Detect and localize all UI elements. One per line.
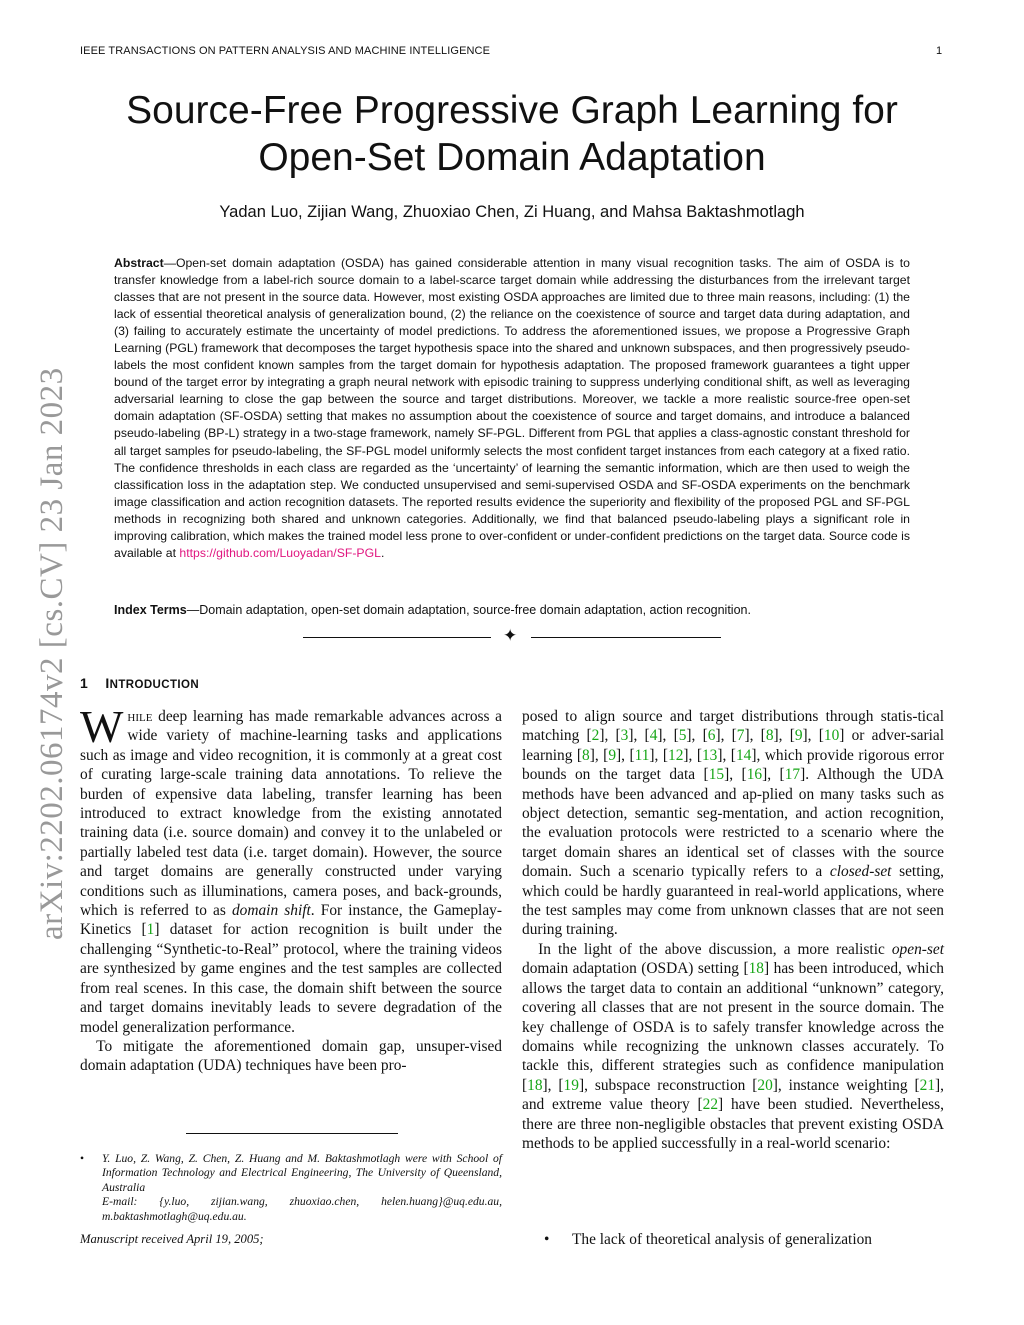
rp2-text-b: domain adaptation (OSDA) setting [ [522, 960, 749, 978]
citation-link[interactable]: 1 [146, 921, 155, 939]
footnote-bullet: • [80, 1152, 85, 1165]
citation-link[interactable]: 9 [608, 746, 617, 764]
obstacle-list-item [522, 1231, 944, 1249]
right-paragraph-1: posed to align source and target distributions through statis-tical matching [2], [3], [4], [5], [6], [7], [8], [9], [10] or adver-sarial learning [8], [9], [11], [12], [13], [14], which provide rigorous error bounds on the target data [15], [16], [17]. Although the UDA methods have been advanced and ap-plied on many tasks such as object detection, semantic seg-mentation, and action recognition, the evaluation protocols were restricted to a scenario where the target domain shares an identical set of classes with the source domain. Such a scenario typically refers to a closed-set setting, which could be hardly guaranteed in real-world applications, where the test samples may come from unknown classes that are not seen during training. [522, 708, 945, 939]
source-code-link[interactable]: https://github.com/Luoyadan/SF-PGL [179, 545, 381, 560]
citation-link[interactable]: 18 [748, 960, 764, 978]
dropcap: W [80, 701, 124, 752]
rp2-text-e: ], instance weighting [ [772, 1076, 920, 1094]
p1-text-c: ] dataset for action recognition is built under the challenging “Synthetic-to-Real” protocol, where the training videos are synthesized by game engines and the test samples are collected from real scenes. In this case, the domain shift between the source and target domains inevitably leads to severe degradation of the model generalization performance. [80, 921, 503, 1036]
citation-link[interactable]: 7 [736, 727, 745, 745]
section-heading [80, 675, 199, 691]
rp2-text-f: ], and extreme value theory [ [522, 1076, 944, 1114]
footnote-email: E-mail: {y.luo, zijian.wang, zhuoxiao.chen, helen.huang}@uq.edu.au, m.baktashmotlagh@uq.edu.au. [102, 1195, 502, 1223]
rp1-text-c: ], which provide rigorous error bounds on the target data [ [522, 746, 945, 784]
abstract-text: —Open-set domain adaptation (OSDA) has gained considerable attention in many visual recognition tasks. The aim of OSDA is to transfer knowledge from a label-rich source domain to a label-scarce target domain while addressing the disturbances from the irrelevant target classes that are not present in the source data. However, most existing OSDA approaches are limited due to three main reasons, including: (1) the lack of essential theoretical analysis of generalization bound, (2) the reliance on the coexistence of source and target data during adaptation, and (3) failing to accurately estimate the uncertainty of model predictions. To address the aforementioned issues, we propose a Progressive Graph Learning (PGL) framework that decomposes the target hypothesis space into the shared and unknown subspaces, and then progressively pseudo-labels the most confident known samples from the target domain for hypothesis adaptation. The proposed framework guarantees a tight upper bound of the target error by integrating a graph neural network with episodic training to suppress underlying conditional shift, as well as leveraging adversarial learning to close the gap between the source and target distributions. Moreover, we tackle a more realistic source-free open-set domain adaptation (SF-OSDA) setting that makes no assumption about the coexistence of source and target domains, and introduce a balanced pseudo-labeling (BP-L) strategy in a two-stage framework, namely SF-PGL. Different from PGL that applies a class-agnostic constant threshold for all target samples for pseudo-labeling, the SF-PGL model uniformly selects the most confident target instances from each category at a fixed ratio. The confidence thresholds in each class are regarded as the ‘uncertainty’ of learning the semantic information, which are then used to weigh the classification loss in the adaptation step. We conducted unsupervised and semi-supervised OSDA and SF-OSDA experiments on the benchmark image classification and action recognition datasets. The reported results evidence the superiority and flexibility of the proposed PGL and SF-PGL methods in recognizing both shared and unknown categories. Additionally, we find that balanced pseudo-labeling plays a significant role in improving calibration, which makes the trained model less prone to over-confident or under-confident predictions on the target data. Source code is available at [114, 256, 910, 560]
citation-link[interactable]: 15 [708, 766, 725, 784]
citation-link[interactable]: 20 [757, 1076, 773, 1094]
list-bullet: • [544, 1231, 550, 1248]
abstract-label: Abstract [114, 256, 164, 270]
title-line-1: Source-Free Progressive Graph Learning for [126, 89, 898, 132]
rp2-emphasis: open-set [891, 940, 944, 958]
divider-left [303, 637, 491, 638]
right-paragraph-2: In the light of the above discussion, a more realistic open-set domain adaptation (OSDA) setting [18] has been introduced, which allows the target data to contain an additional “unknown” category, covering all classes that are not present in the source domain. The key challenge of OSDA is to safely transfer knowledge across the domains while recognizing the unknown classes accurately. To tackle this, different strategies such as confidence manipulation [18], [19], subspace reconstruction [20], instance weighting [21], and extreme value theory [22] have been studied. Nevertheless, there are three non-negligible obstacles that prevent existing OSDA methods to be applied successfully in a real-world scenario: [522, 940, 945, 1152]
rp1-text-d: ]. Although the UDA methods have been advanced and ap-plied on many tasks such as object detection, semantic seg-mentation, and action recognition, the evaluation protocols were restricted to a scenario where the target domain shares an identical set of classes with the source domain. Such a scenario typically refers to a [522, 766, 944, 881]
citation-link[interactable]: 10 [823, 727, 840, 745]
p1-emphasis: domain shift [231, 902, 311, 920]
p1-text-b: . For instance, the Gameplay-Kinetics [ [80, 902, 502, 939]
right-column [522, 707, 944, 1153]
citation-link[interactable]: 16 [746, 766, 763, 784]
divider-right [531, 637, 721, 638]
section-title-rest: NTRODUCTION [109, 679, 200, 691]
citation-link[interactable]: 4 [649, 727, 658, 745]
section-title-cap: I [105, 675, 110, 691]
running-header: IEEE TRANSACTIONS ON PATTERN ANALYSIS AND MACHINE INTELLIGENCE [80, 45, 491, 57]
citation-link[interactable]: 19 [563, 1076, 579, 1094]
footnote-affiliation: Y. Luo, Z. Wang, Z. Chen, Z. Huang and M. Baktashmotlagh were with School of Information Technology and Electrical Engineering, The University of Queensland, Australia [102, 1152, 502, 1194]
citation-link[interactable]: 3 [620, 727, 629, 745]
citation-link[interactable]: 5 [678, 727, 687, 745]
divider-ornament-icon: ✦ [503, 626, 518, 645]
author-list: Yadan Luo, Zijian Wang, Zhuoxiao Chen, Zi Huang, and Mahsa Baktashmotlagh [219, 203, 805, 221]
citation-link[interactable]: 14 [735, 746, 752, 764]
citation-link[interactable]: 9 [794, 727, 803, 745]
list-item-text: The lack of theoretical analysis of generalization [572, 1231, 872, 1248]
citation-link[interactable]: 11 [634, 746, 650, 764]
abstract [114, 255, 910, 562]
rp1-text-a: posed to align source and target distributions through statis-tical matching [ [522, 708, 944, 745]
citation-link[interactable]: 8 [582, 746, 590, 764]
section-number: 1 [80, 675, 89, 691]
affiliation-footnote [80, 1152, 502, 1224]
manuscript-note: Manuscript received April 19, 2005; [80, 1232, 264, 1246]
page-number: 1 [936, 45, 943, 57]
rp1-text-b: ] or adver-sarial learning [ [522, 727, 944, 764]
left-column [80, 701, 503, 1076]
title-line-2: Open-Set Domain Adaptation [258, 136, 766, 179]
index-terms-label: Index Terms [114, 603, 187, 617]
index-terms-text: —Domain adaptation, open-set domain adaptation, source-free domain adaptation, action recognition. [186, 603, 751, 617]
citation-link[interactable]: 13 [701, 746, 718, 764]
index-terms [114, 603, 910, 617]
intro-paragraph-1 [80, 701, 503, 1037]
citation-link[interactable]: 21 [919, 1076, 936, 1094]
rp2-text-d: ], subspace reconstruction [ [578, 1076, 758, 1094]
paper-title [80, 87, 944, 181]
smallcaps-word: hile [127, 708, 153, 725]
citation-link[interactable]: 8 [765, 727, 774, 745]
abstract-end: . [380, 545, 385, 560]
citation-link[interactable]: 6 [707, 727, 716, 745]
p1-text-a: deep learning has made remarkable advances across a wide variety of machine-learning tasks and applications such as image and video recognition, it is commonly at a great cost of curating large-scale training data annotations. To relieve the burden of expensive data labeling, transfer learning has been introduced to extract knowledge from the existing annotated training data (i.e. source domain) and convey it to the unlabeled or partially labeled test data (i.e. target domain). However, the source and target domains are generally constructed under varying conditions such as illuminations, camera poses, and back-grounds, which is referred to as [80, 708, 502, 920]
citation-link[interactable]: 12 [668, 746, 684, 764]
intro-paragraph-2: To mitigate the aforementioned domain gap, unsuper-vised domain adaptation (UDA) techniques have been pro- [80, 1037, 502, 1075]
citation-link[interactable]: 18 [527, 1076, 543, 1094]
rp2-text-c: ] has been introduced, which allows the target data to contain an additional “unknown” category, covering all classes that are not present in the source domain. The key challenge of OSDA is to safely transfer knowledge across the domains while recognizing the unknown classes accurately. To tackle this, different strategies such as confidence manipulation [ [522, 960, 944, 1094]
citation-link[interactable]: 22 [702, 1096, 719, 1114]
footnote-rule [186, 1133, 398, 1134]
arxiv-stamp: arXiv:2202.06174v2 [cs.CV] 23 Jan 2023 [34, 367, 70, 940]
rp1-text-e: setting, which could be hardly guaranteed in real-world applications, where the test samples may come from unknown classes that are not seen during training. [522, 863, 944, 939]
citation-link[interactable]: 17 [784, 766, 801, 784]
rp2-text-a: In the light of the above discussion, a more realistic [538, 940, 892, 958]
citation-link[interactable]: 2 [591, 727, 600, 745]
rp1-emphasis: closed-set [829, 863, 892, 881]
rp2-text-g: ] have been studied. Nevertheless, there are three non-negligible obstacles that prevent existing OSDA methods to be applied successfully in a real-world scenario: [522, 1096, 945, 1152]
